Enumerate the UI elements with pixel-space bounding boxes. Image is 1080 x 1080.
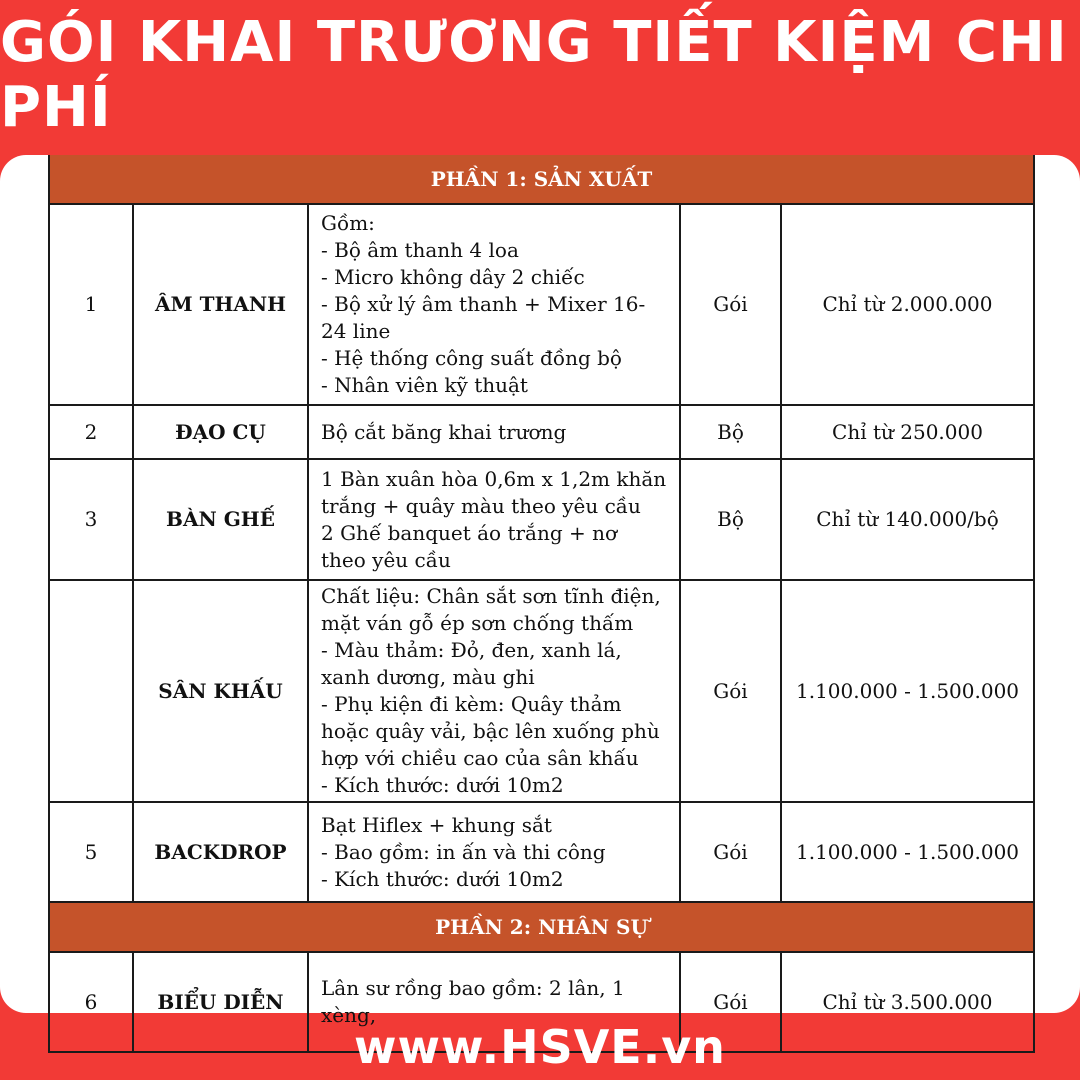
page-title: GÓI KHAI TRƯƠNG TIẾT KIỆM CHI PHÍ [0, 10, 1068, 140]
item-description: Bạt Hiflex + khung sắt - Bao gồm: in ấn và thi công - Kích thước: dưới 10m2 [308, 802, 680, 902]
item-description: Lân sư rồng bao gồm: 2 lân, 1 xèng, [308, 952, 680, 1052]
item-unit: Gói [680, 580, 781, 802]
row-number: 2 [49, 405, 133, 459]
row-number: 5 [49, 802, 133, 902]
item-name: BACKDROP [133, 802, 308, 902]
item-name: ĐẠO CỤ [133, 405, 308, 459]
price-table-card [0, 155, 1080, 1027]
table-row [49, 802, 1034, 902]
item-unit: Gói [680, 952, 781, 1052]
price-table [48, 155, 1035, 1053]
table-row [49, 405, 1034, 459]
section-header-production [49, 155, 1034, 204]
table-row [49, 459, 1034, 580]
row-number: 6 [49, 952, 133, 1052]
item-name: BIỂU DIỄN [133, 952, 308, 1052]
item-name: SÂN KHẤU [133, 580, 308, 802]
item-name: BÀN GHẾ [133, 459, 308, 580]
item-description: 1 Bàn xuân hòa 0,6m x 1,2m khăn trắng + quây màu theo yêu cầu 2 Ghế banquet áo trắng + nơ theo yêu cầu [308, 459, 680, 580]
table-row [49, 580, 1034, 802]
item-price: 1.100.000 - 1.500.000 [781, 580, 1034, 802]
section-header-staff [49, 902, 1034, 952]
item-unit: Bộ [680, 405, 781, 459]
item-price: Chỉ từ 140.000/bộ [781, 459, 1034, 580]
item-unit: Gói [680, 802, 781, 902]
table-row [49, 204, 1034, 405]
item-unit: Bộ [680, 459, 781, 580]
item-name: ÂM THANH [133, 204, 308, 405]
item-price: Chỉ từ 3.500.000 [781, 952, 1034, 1052]
item-unit: Gói [680, 204, 781, 405]
section-title: PHẦN 2: NHÂN SỰ [49, 902, 1034, 952]
item-description: Chất liệu: Chân sắt sơn tĩnh điện, mặt ván gỗ ép sơn chống thấm - Màu thảm: Đỏ, đen, xanh lá, xanh dương, màu ghi - Phụ kiện đi kèm: Quây thảm hoặc quây vải, bậc lên xuống phù hợp với chiều cao của sân khấu - Kích thước: dưới 10m2 [308, 580, 680, 802]
row-number: 3 [49, 459, 133, 580]
row-number: 1 [49, 204, 133, 405]
item-description: Bộ cắt băng khai trương [308, 405, 680, 459]
item-price: Chỉ từ 250.000 [781, 405, 1034, 459]
item-price: 1.100.000 - 1.500.000 [781, 802, 1034, 902]
item-description: Gồm: - Bộ âm thanh 4 loa - Micro không dây 2 chiếc - Bộ xử lý âm thanh + Mixer 16-24 line - Hệ thống công suất đồng bộ - Nhân viên kỹ thuật [308, 204, 680, 405]
row-number [49, 580, 133, 802]
section-title: PHẦN 1: SẢN XUẤT [49, 155, 1034, 204]
website-url: www.HSVE.vn [354, 1019, 726, 1074]
item-price: Chỉ từ 2.000.000 [781, 204, 1034, 405]
